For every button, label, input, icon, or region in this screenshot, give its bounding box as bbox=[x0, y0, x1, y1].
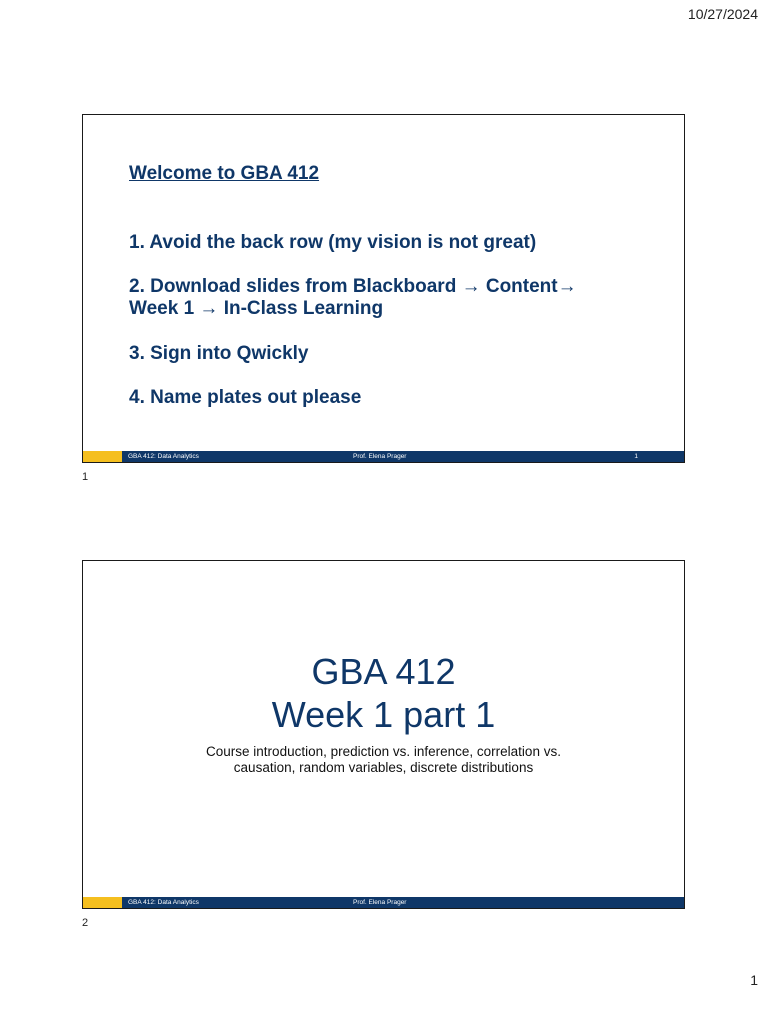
footer-slide-number: 1 bbox=[634, 453, 638, 460]
footer-professor: Prof. Elena Prager bbox=[353, 453, 407, 460]
title-line-1: GBA 412 bbox=[311, 651, 456, 692]
title-line-2: Week 1 part 1 bbox=[271, 694, 496, 735]
slide-caption-2: 2 bbox=[82, 917, 89, 929]
instruction-item-1: 1. Avoid the back row (my vision is not great) bbox=[129, 232, 537, 253]
page-date: 10/27/2024 bbox=[687, 6, 758, 22]
slide-title bbox=[83, 650, 684, 736]
slide-1 bbox=[82, 114, 685, 463]
page-number: 1 bbox=[750, 972, 758, 988]
instruction-item-3: 3. Sign into Qwickly bbox=[129, 343, 309, 364]
instruction-item-2 bbox=[129, 276, 577, 320]
subtitle-line-2: causation, random variables, discrete distributions bbox=[233, 760, 534, 775]
instruction-item-4: 4. Name plates out please bbox=[129, 387, 362, 408]
instruction-item-2-line-2: Week 1 → In-Class Learning bbox=[129, 298, 384, 319]
slide-caption-1: 1 bbox=[82, 471, 89, 483]
slide-footer bbox=[83, 897, 684, 908]
instruction-item-2-line-1: 2. Download slides from Blackboard → Content→ bbox=[129, 276, 577, 297]
footer-professor: Prof. Elena Prager bbox=[353, 899, 407, 906]
footer-course: GBA 412: Data Analytics bbox=[128, 453, 199, 460]
footer-accent-bar bbox=[83, 451, 122, 462]
slide-2 bbox=[82, 560, 685, 909]
slide-footer bbox=[83, 451, 684, 462]
footer-course: GBA 412: Data Analytics bbox=[128, 899, 199, 906]
slide-title: Welcome to GBA 412 bbox=[129, 163, 320, 184]
footer-accent-bar bbox=[83, 897, 122, 908]
subtitle-line-1: Course introduction, prediction vs. inference, correlation vs. bbox=[206, 744, 561, 759]
slide-subtitle bbox=[153, 744, 614, 776]
